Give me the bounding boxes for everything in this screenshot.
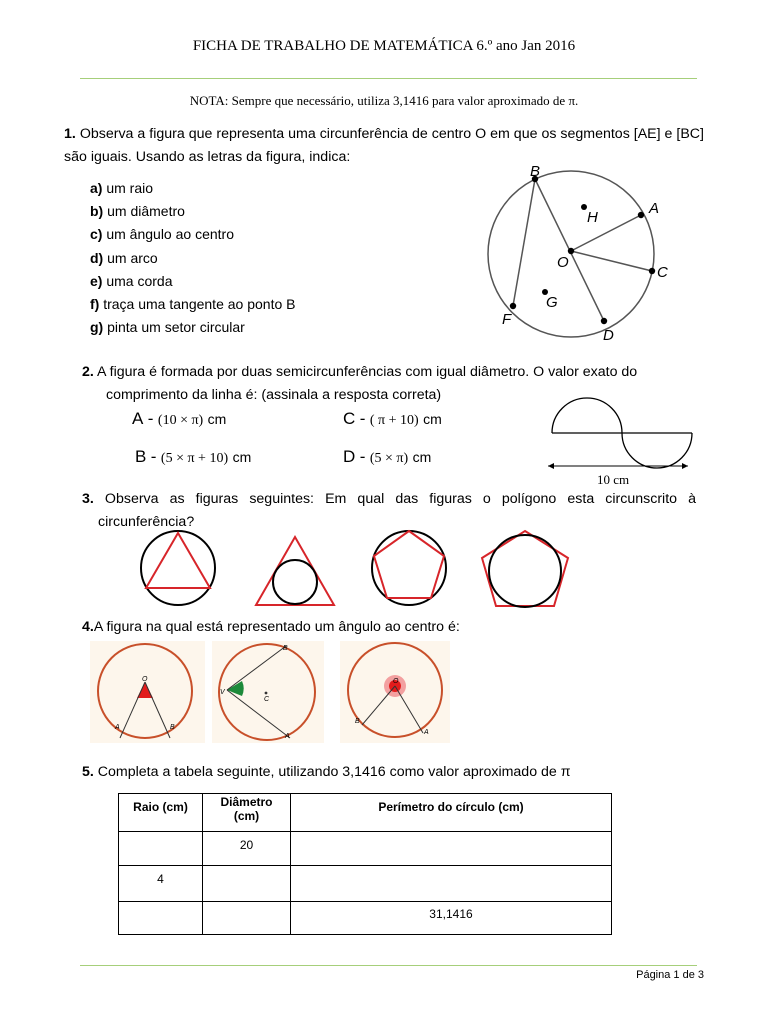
- item-letter: a): [90, 180, 103, 196]
- note: NOTA: Sempre que necessário, utiliza 3,1416 para valor aproximado de π.: [189, 93, 579, 108]
- fig-label: B: [170, 724, 175, 731]
- header-radius: Raio (cm): [119, 794, 203, 832]
- fig-label: V: [220, 689, 225, 696]
- table-row: [119, 866, 612, 902]
- cell-radius[interactable]: [119, 832, 203, 866]
- question-4-number: 4.: [82, 619, 94, 635]
- item-text: pinta um setor circular: [107, 319, 245, 336]
- label-o: O: [557, 254, 569, 271]
- label-g: G: [546, 294, 558, 311]
- option-expr: (10 × π): [157, 413, 204, 428]
- figure-angle-3[interactable]: [340, 641, 450, 743]
- cell-diameter[interactable]: 20: [203, 832, 291, 866]
- cell-diameter[interactable]: [203, 866, 291, 902]
- option-sep: -: [150, 447, 157, 466]
- item-g: [90, 319, 295, 342]
- chord-bf: [513, 179, 535, 306]
- item-c: [90, 226, 295, 249]
- option-expr: ( π + 10): [369, 413, 419, 428]
- fig-label: A: [285, 733, 290, 740]
- option-expr: (5 × π + 10): [160, 451, 229, 466]
- item-letter: f): [90, 295, 100, 312]
- item-text: uma corda: [106, 272, 173, 289]
- cell-perimeter[interactable]: [291, 866, 612, 902]
- question-5-number: 5.: [82, 764, 94, 780]
- option-unit: cm: [232, 449, 252, 465]
- fig-label: A: [424, 729, 429, 736]
- cell-perimeter[interactable]: 31,1416: [291, 902, 612, 935]
- question-1-number: 1.: [64, 126, 76, 142]
- item-d: [90, 250, 295, 273]
- figure-triangle-inscribed[interactable]: [141, 531, 215, 605]
- cell-radius[interactable]: 4: [119, 866, 203, 902]
- question-5-text: Completa a tabela seguinte, utilizando 3,1416 como valor aproximado de π: [97, 764, 571, 780]
- perimeter-table: [118, 793, 612, 935]
- label-a: A: [649, 200, 660, 217]
- option-sep: -: [147, 409, 154, 428]
- table-row: [119, 832, 612, 866]
- item-text: um arco: [107, 249, 158, 266]
- option-unit: cm: [423, 411, 442, 427]
- item-f: [90, 296, 295, 319]
- label-b: B: [530, 163, 541, 180]
- option-a[interactable]: [132, 409, 226, 429]
- question-2-number: 2.: [82, 364, 94, 380]
- option-unit: cm: [207, 411, 227, 427]
- fig-label: O: [393, 678, 399, 685]
- fig-label: B: [283, 645, 288, 652]
- header-perimeter: Perímetro do círculo (cm): [291, 794, 612, 832]
- item-e: [90, 273, 295, 296]
- point-a: [638, 212, 644, 218]
- circle-figure-q1: [480, 160, 680, 345]
- option-letter: D: [343, 447, 356, 466]
- page-number: Página 1 de 3: [636, 969, 704, 981]
- option-sep: -: [359, 447, 366, 466]
- item-b: [90, 203, 295, 226]
- point-f: [510, 303, 516, 309]
- label-h: H: [587, 209, 598, 226]
- radius-oa: [571, 215, 641, 251]
- question-5: [82, 761, 571, 784]
- question-2-line1: A figura é formada por duas semicircunferências com igual diâmetro. O valor exato do: [97, 364, 638, 380]
- label-d: D: [603, 327, 614, 344]
- radius-oc: [571, 251, 652, 271]
- q3-figures: [135, 525, 585, 610]
- fig-label: A: [115, 724, 120, 731]
- item-text: um diâmetro: [107, 203, 185, 220]
- label-f: F: [502, 311, 512, 328]
- item-text: um raio: [106, 180, 154, 196]
- point-d: [601, 318, 607, 324]
- item-letter: d): [90, 249, 104, 266]
- question-4: [82, 616, 460, 639]
- item-a: [90, 180, 295, 203]
- table-row: [119, 902, 612, 935]
- option-b[interactable]: [135, 447, 251, 467]
- cell-perimeter[interactable]: [291, 832, 612, 866]
- item-letter: c): [90, 226, 103, 243]
- cell-radius[interactable]: [119, 902, 203, 935]
- header-title: FICHA DE TRABALHO DE MATEMÁTICA 6.º ano Jan 2016: [192, 38, 576, 54]
- semicircles-figure: [540, 392, 700, 492]
- question-2-line2: comprimento da linha é: (assinala a resposta correta): [106, 387, 442, 403]
- option-letter: B: [135, 447, 147, 466]
- question-3-number: 3.: [82, 491, 94, 507]
- figure-angle-1[interactable]: [90, 641, 205, 743]
- question-3-line2: circunferência?: [98, 514, 195, 530]
- item-text: traça uma tangente ao ponto B: [103, 295, 296, 312]
- label-c: C: [657, 264, 668, 281]
- arrow-left: [548, 463, 554, 469]
- question-1-text: Observa a figura que representa uma circunferência de centro O em que os segmentos [AE] e [BC] são iguais. Usando as letras da figura, indica:: [64, 126, 704, 165]
- option-letter: C: [343, 409, 356, 428]
- figure-pentagon-circumscribed[interactable]: [482, 531, 568, 607]
- item-letter: b): [90, 203, 104, 220]
- header-rule: [80, 78, 697, 79]
- footer-rule: [80, 965, 697, 966]
- header-diameter: Diâmetro (cm): [203, 794, 291, 832]
- option-sep: -: [359, 409, 366, 428]
- question-1-items: [90, 180, 295, 342]
- point-c: [649, 268, 655, 274]
- question-4-text: A figura na qual está representado um ângulo ao centro é:: [93, 619, 460, 635]
- option-expr: (5 × π): [369, 451, 409, 466]
- option-c[interactable]: [343, 409, 442, 429]
- option-d[interactable]: [343, 447, 431, 467]
- fig-label: O: [142, 676, 148, 683]
- item-letter: g): [90, 319, 104, 336]
- fig-label: B: [355, 718, 360, 725]
- figure-triangle-circumscribed[interactable]: [256, 537, 334, 605]
- item-letter: e): [90, 272, 103, 289]
- item-text: um ângulo ao centro: [106, 226, 234, 243]
- fig-label: C: [264, 696, 270, 703]
- lower-semicircle: [622, 433, 692, 468]
- q4-figures: [90, 638, 450, 748]
- figure-angle-2[interactable]: [212, 641, 324, 743]
- point-o: [568, 248, 574, 254]
- option-letter: A: [132, 409, 144, 428]
- figure-pentagon-inscribed[interactable]: [372, 531, 446, 605]
- cell-diameter[interactable]: [203, 902, 291, 935]
- option-unit: cm: [412, 449, 432, 465]
- upper-semicircle: [552, 398, 622, 433]
- measure-label: 10 cm: [597, 472, 630, 487]
- arrow-right: [682, 463, 688, 469]
- question-3-line1: Observa as figuras seguintes: Em qual das figuras o polígono esta circunscrito à: [104, 491, 696, 507]
